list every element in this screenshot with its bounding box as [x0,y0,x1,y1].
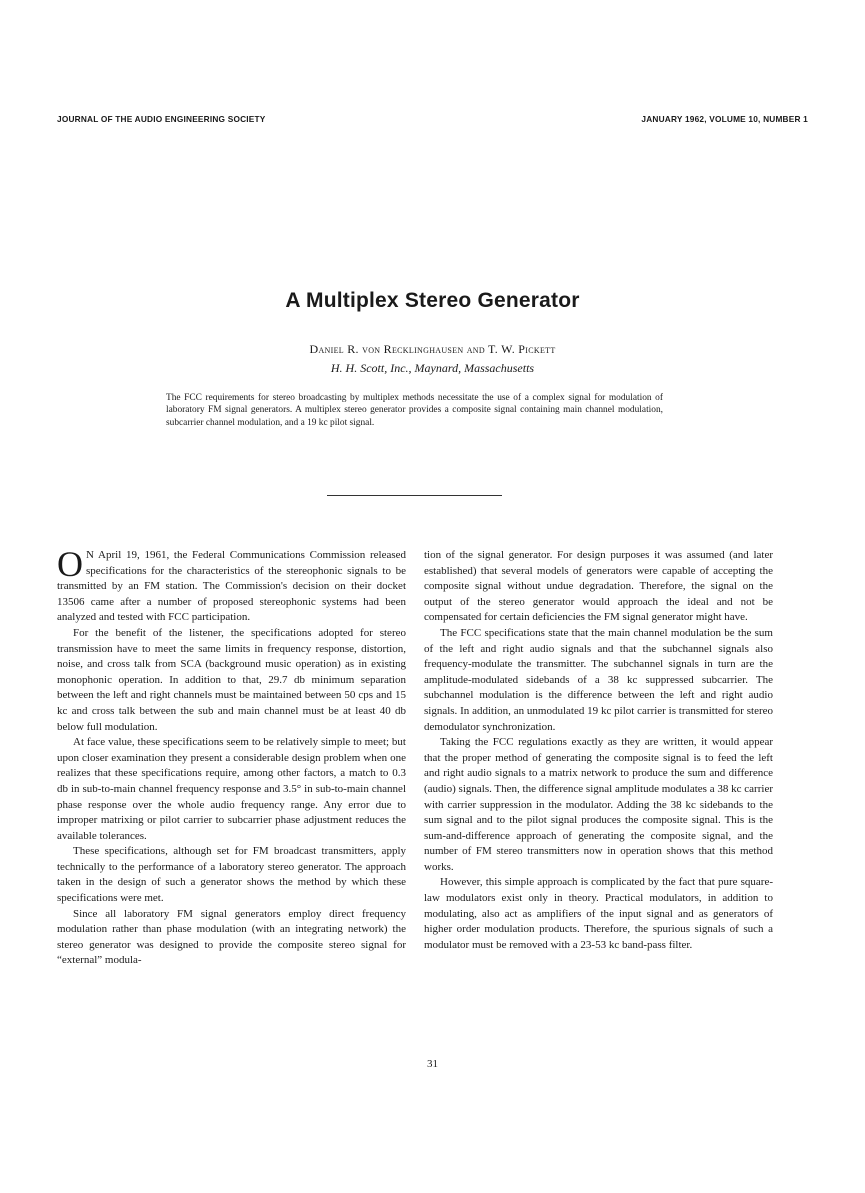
paragraph: The FCC specifications state that the main channel modulation be the sum of the left and right audio signals and that the subchannel signals also frequency-modulate the transmitter. The subchannel signals in turn are the amplitude-modulated sidebands of a 38 kc suppressed subcarrier. The subchannel modulation is the difference between the left and right audio signals. In addition, an unmodulated 19 kc pilot carrier is transmitted for stereo demodulator synchronization. [424,626,773,733]
paragraph [57,544,406,626]
body-column-left [57,544,406,969]
abstract: The FCC requirements for stereo broadcasting by multiplex methods necessitate the use of a complex signal for modulation of laboratory FM signal generators. A multiplex stereo generator provides a composite signal containing main channel modulation, subcarrier channel modulation, and a 19 kc pilot signal. [166,393,663,428]
section-divider [327,495,502,496]
article-authors: Daniel R. von Recklinghausen and T. W. Pickett [309,342,556,356]
paragraph: For the benefit of the listener, the specifications adopted for stereo transmission have to meet the same limits in frequency response, distortion, noise, and cross talk from SCA (background music operation) as in existing monophonic operation. In addition to that, 29.7 db minimum separation between the left and right channels must be maintained between 50 cps and 15 kc and cross talk between the sub and main channel must be at least 40 db below full modulation. [57,626,406,733]
article-title: A Multiplex Stereo Generator [285,289,580,312]
drop-cap: O [57,544,83,584]
paragraph: These specifications, although set for FM broadcast transmitters, apply technically to the performance of a laboratory stereo generator. The approach taken in the design of such a generator shows the method by which these specifications were met. [57,845,406,905]
journal-name: JOURNAL OF THE AUDIO ENGINEERING SOCIETY [57,114,266,124]
page-number: 31 [427,1058,438,1070]
body-column-right [424,548,773,953]
author-affiliation: H. H. Scott, Inc., Maynard, Massachusetts [330,361,535,375]
issue-info: JANUARY 1962, VOLUME 10, NUMBER 1 [641,114,808,124]
paragraph-text: N April 19, 1961, the Federal Communications Commission released specifications for the characteristics of the stereophonic signals to be transmitted by an FM station. The Commission's decision on their docket 13506 came after a number of proposed stereophonic systems had been analyzed and tested with FCC participation. [57,549,406,624]
paragraph: tion of the signal generator. For design purposes it was assumed (and later established) that several models of generators were capable of accepting the composite signal without undue degradation. Therefore, the signal on the output of the stereo generator would approach the ideal and not be compensated for certain deficiencies the FM signal generator might have. [424,549,773,624]
paragraph: Since all laboratory FM signal generators employ direct frequency modulation rather than phase modulation (with an integrating network) the stereo generator was designed to provide the composite stereo signal for “external” modula- [57,907,406,967]
paragraph: Taking the FCC regulations exactly as they are written, it would appear that the proper method of generating the composite signal is to feed the left and right audio signals to a matrix network to produce the sum and difference (audio) signals. Then, the difference signal amplitude modulates a 38 kc carrier with carrier suppression in the modulator. Adding the 38 kc sidebands to the sum signal and to the pilot signal produces the composite signal. This is the sum-and-difference approach of generating the composite signal, and the number of FM stereo transmitters now in operation shows that this method works. [424,736,773,873]
paragraph: However, this simple approach is complicated by the fact that pure square-law modulators exist only in theory. Practical modulators, in addition to modulating, also act as amplifiers of the input signal and as generators of higher order modulation products. Therefore, the spurious signals of such a modulator must be removed with a 23-53 kc band-pass filter. [424,876,773,951]
paragraph: At face value, these specifications seem to be relatively simple to meet; but upon closer examination they present a considerable design problem when one realizes that these specifications require, among other factors, a match to 0.3 db in sub-to-main channel frequency response and 3.5° in sub-to-main channel phase response over the whole audio frequency range. Any error due to improper matrixing or pilot carrier to subcarrier phase adjustment reduces the available tolerances. [57,736,406,842]
